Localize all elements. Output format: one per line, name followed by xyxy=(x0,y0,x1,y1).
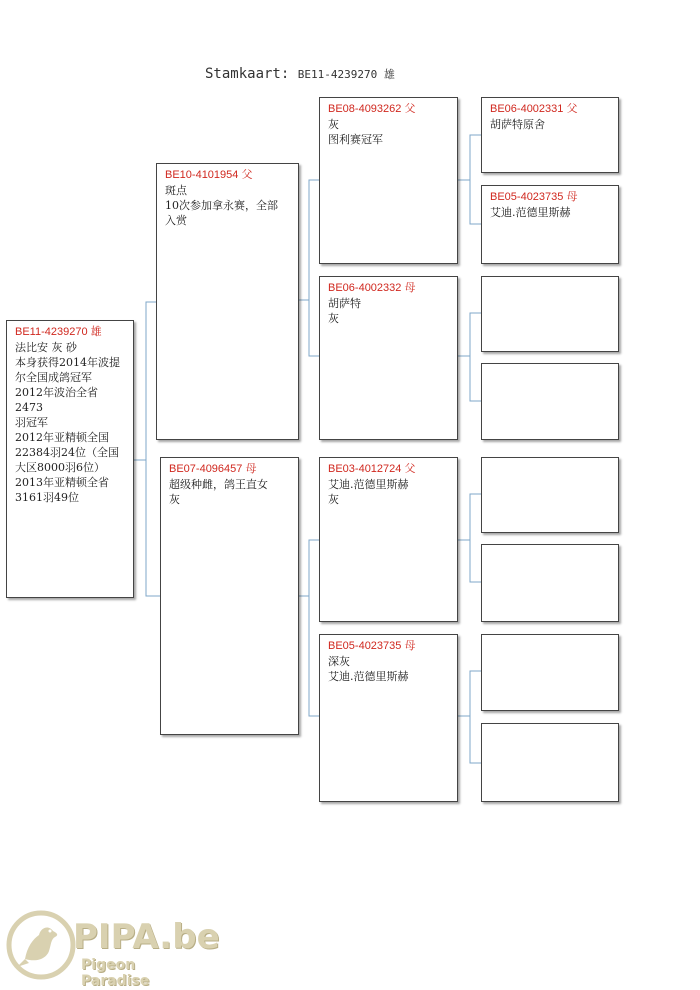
logo-tagline: Pigeon Paradise xyxy=(81,957,150,989)
mm-ring-id: BE05-4023735 母 xyxy=(328,639,416,652)
ff-line: 灰 xyxy=(328,118,339,131)
father-line: 入赏 xyxy=(165,214,187,227)
pedigree-empty-card xyxy=(481,544,619,622)
title-ring: BE11-4239270 雄 xyxy=(297,68,395,81)
fff-ring-id: BE06-4002331 父 xyxy=(490,102,578,115)
subject-line: 本身获得2014年波提 xyxy=(15,356,120,369)
subject-line: 22384羽24位（全国 xyxy=(15,446,119,459)
pedigree-empty-card xyxy=(481,457,619,533)
pedigree-empty-card xyxy=(481,634,619,711)
mm-line: 深灰 xyxy=(328,655,350,668)
subject-line: 2012年波治全省2473 xyxy=(15,386,98,414)
father-ring-id: BE10-4101954 父 xyxy=(165,168,253,181)
mf-line: 灰 xyxy=(328,493,339,506)
mother-line: 灰 xyxy=(169,493,180,506)
pedigree-fm-card xyxy=(319,276,458,440)
mm-line: 艾迪.范德里斯赫 xyxy=(328,670,409,683)
pedigree-subject-card xyxy=(6,320,134,598)
fm-line: 灰 xyxy=(328,312,339,325)
pigeon-logo-icon xyxy=(5,909,77,981)
ff-line: 图利赛冠军 xyxy=(328,133,383,146)
subject-line: 法比安 灰 砂 xyxy=(15,341,77,354)
pedigree-empty-card xyxy=(481,363,619,440)
fff-line: 胡萨特原舍 xyxy=(490,118,545,131)
pedigree-ffm-card xyxy=(481,185,619,264)
father-line: 10次参加拿永赛，全部 xyxy=(165,199,278,212)
subject-line: 2013年亚精顿全省 xyxy=(15,476,109,489)
ffm-line: 艾迪.范德里斯赫 xyxy=(490,206,571,219)
ff-ring-id: BE08-4093262 父 xyxy=(328,102,416,115)
pedigree-father-card xyxy=(156,163,299,440)
title-label: Stamkaart: xyxy=(205,66,290,82)
pedigree-mm-card xyxy=(319,634,458,802)
pedigree-mf-card xyxy=(319,457,458,622)
mf-ring-id: BE03-4012724 父 xyxy=(328,462,416,475)
subject-ring-id: BE11-4239270 雄 xyxy=(15,325,102,338)
fm-line: 胡萨特 xyxy=(328,297,361,310)
mother-line: 超级种雌，鸽王直女 xyxy=(169,478,268,491)
subject-line: 3161羽49位 xyxy=(15,491,79,504)
mf-line: 艾迪.范德里斯赫 xyxy=(328,478,409,491)
pedigree-ff-card xyxy=(319,97,458,264)
pedigree-empty-card xyxy=(481,276,619,352)
subject-line: 2012年亚精顿全国 xyxy=(15,431,109,444)
pedigree-empty-card xyxy=(481,723,619,802)
ffm-ring-id: BE05-4023735 母 xyxy=(490,190,578,203)
logo-brand: PIPA.be xyxy=(73,917,220,957)
subject-line: 尔全国成鸽冠军 xyxy=(15,371,92,384)
pedigree-mother-card xyxy=(160,457,299,735)
fm-ring-id: BE06-4002332 母 xyxy=(328,281,416,294)
pedigree-fff-card xyxy=(481,97,619,173)
subject-line: 羽冠军 xyxy=(15,416,48,429)
mother-ring-id: BE07-4096457 母 xyxy=(169,462,257,475)
pipa-logo xyxy=(5,905,220,989)
father-line: 斑点 xyxy=(165,184,187,197)
subject-line: 大区8000羽6位） xyxy=(15,461,105,474)
